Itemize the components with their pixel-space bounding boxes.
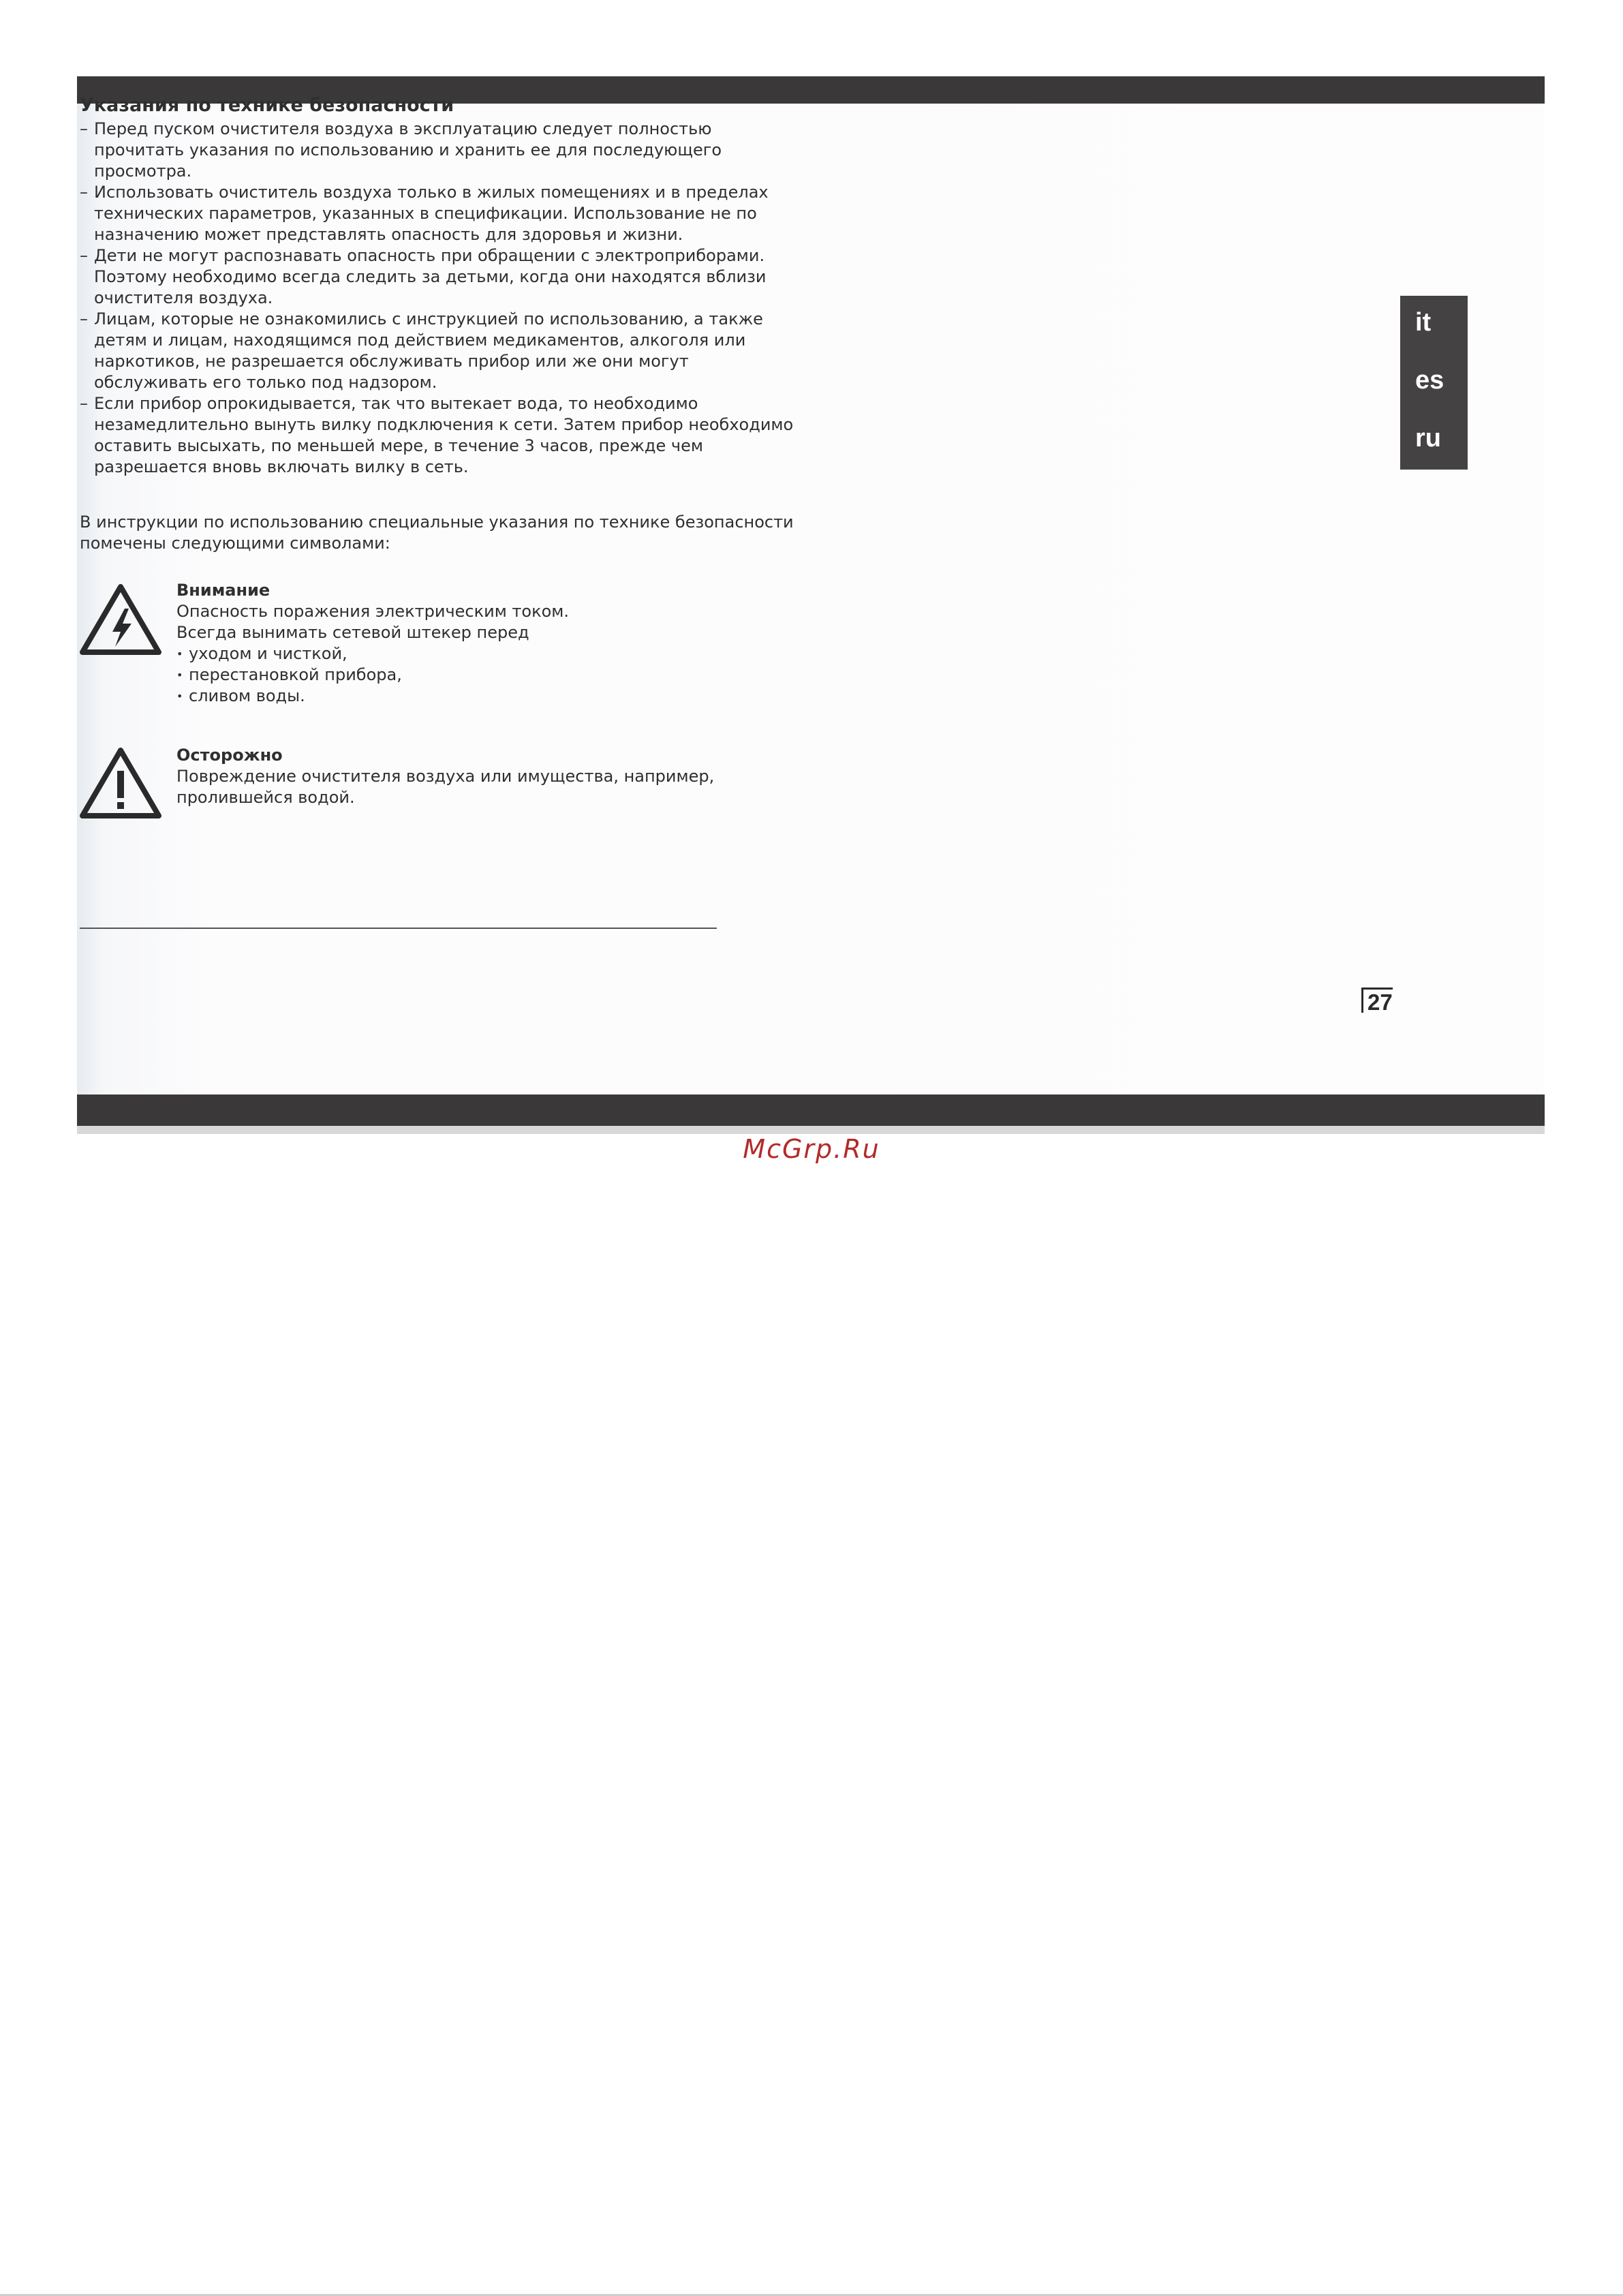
caution-notice bbox=[80, 745, 795, 808]
warning-line: Опасность поражения электрическим током. bbox=[176, 602, 569, 621]
safety-item bbox=[80, 182, 795, 245]
language-tab-es: es bbox=[1415, 366, 1444, 395]
item-text: Перед пуском очистителя воздуха в эксплуатацию следует полностью прочитать указания по использованию и хранить ее для последующего просмотра. bbox=[94, 119, 722, 181]
bottom-edge bbox=[77, 1126, 1545, 1134]
bullet-symbol: • bbox=[176, 669, 183, 682]
page-number: 27 bbox=[1361, 988, 1393, 1013]
item-dash: – bbox=[80, 183, 88, 202]
bullet-symbol: • bbox=[176, 647, 183, 660]
safety-item bbox=[80, 393, 795, 478]
item-dash: – bbox=[80, 394, 88, 413]
item-text: Лицам, которые не ознакомились с инструкцией по использованию, а также детям и лицам, находящимся под действием медикаментов, алкоголя или наркотиков, не разрешается обслуживать прибор или же они могут обслуживать его только под надзором. bbox=[94, 309, 763, 392]
caution-text: Повреждение очистителя воздуха или имущества, например, пролившейся водой. bbox=[176, 767, 715, 807]
safety-item bbox=[80, 245, 795, 309]
language-tab-ru: ru bbox=[1415, 424, 1441, 453]
safety-item bbox=[80, 119, 795, 182]
bullet-symbol: • bbox=[176, 690, 183, 703]
safety-section bbox=[80, 94, 795, 808]
item-dash: – bbox=[80, 246, 88, 265]
item-dash: – bbox=[80, 119, 88, 138]
item-text: Если прибор опрокидывается, так что вытекает вода, то необходимо незамедлительно вынуть вилку подключения к сети. Затем прибор необходимо оставить высыхать, по меньшей мере, в течение 3 часов, прежде чем разрешается вновь включать вилку в сеть. bbox=[94, 394, 794, 476]
item-text: Использовать очиститель воздуха только в жилых помещениях и в пределах технических параметров, указанных в спецификации. Использование не по назначению может представлять опасность для здоровья и жизни. bbox=[94, 183, 769, 244]
item-text: Дети не могут распознавать опасность при обращении с электроприборами. Поэтому необходимо всегда следить за детьми, когда они находятся вблизи очистителя воздуха. bbox=[94, 246, 767, 307]
bullet-text: уходом и чисткой, bbox=[189, 644, 347, 663]
warning-line: Всегда вынимать сетевой штекер перед bbox=[176, 623, 529, 642]
language-tab-it: it bbox=[1415, 308, 1432, 337]
symbols-intro: В инструкции по использованию специальные указания по технике безопасности помечены следующими символами: bbox=[80, 512, 794, 553]
safety-item bbox=[80, 309, 795, 393]
watermark: McGrp.Ru bbox=[743, 1134, 880, 1164]
electric-hazard-triangle-icon bbox=[80, 584, 161, 655]
section-divider bbox=[80, 928, 717, 929]
caution-title: Осторожно bbox=[176, 746, 283, 765]
bullet-text: перестановкой прибора, bbox=[189, 665, 402, 684]
exclamation-triangle-icon bbox=[80, 748, 161, 818]
warning-bullet bbox=[176, 664, 795, 686]
item-dash: – bbox=[80, 309, 88, 328]
warning-bullet bbox=[176, 643, 795, 664]
warning-title: Внимание bbox=[176, 581, 270, 600]
section-heading: Указания по технике безопасности bbox=[80, 95, 454, 116]
bottom-dark-border bbox=[77, 1095, 1545, 1126]
bullet-text: сливом воды. bbox=[189, 686, 305, 705]
warning-bullet bbox=[176, 686, 795, 707]
language-tabs bbox=[1400, 296, 1468, 470]
warning-notice bbox=[80, 580, 795, 707]
